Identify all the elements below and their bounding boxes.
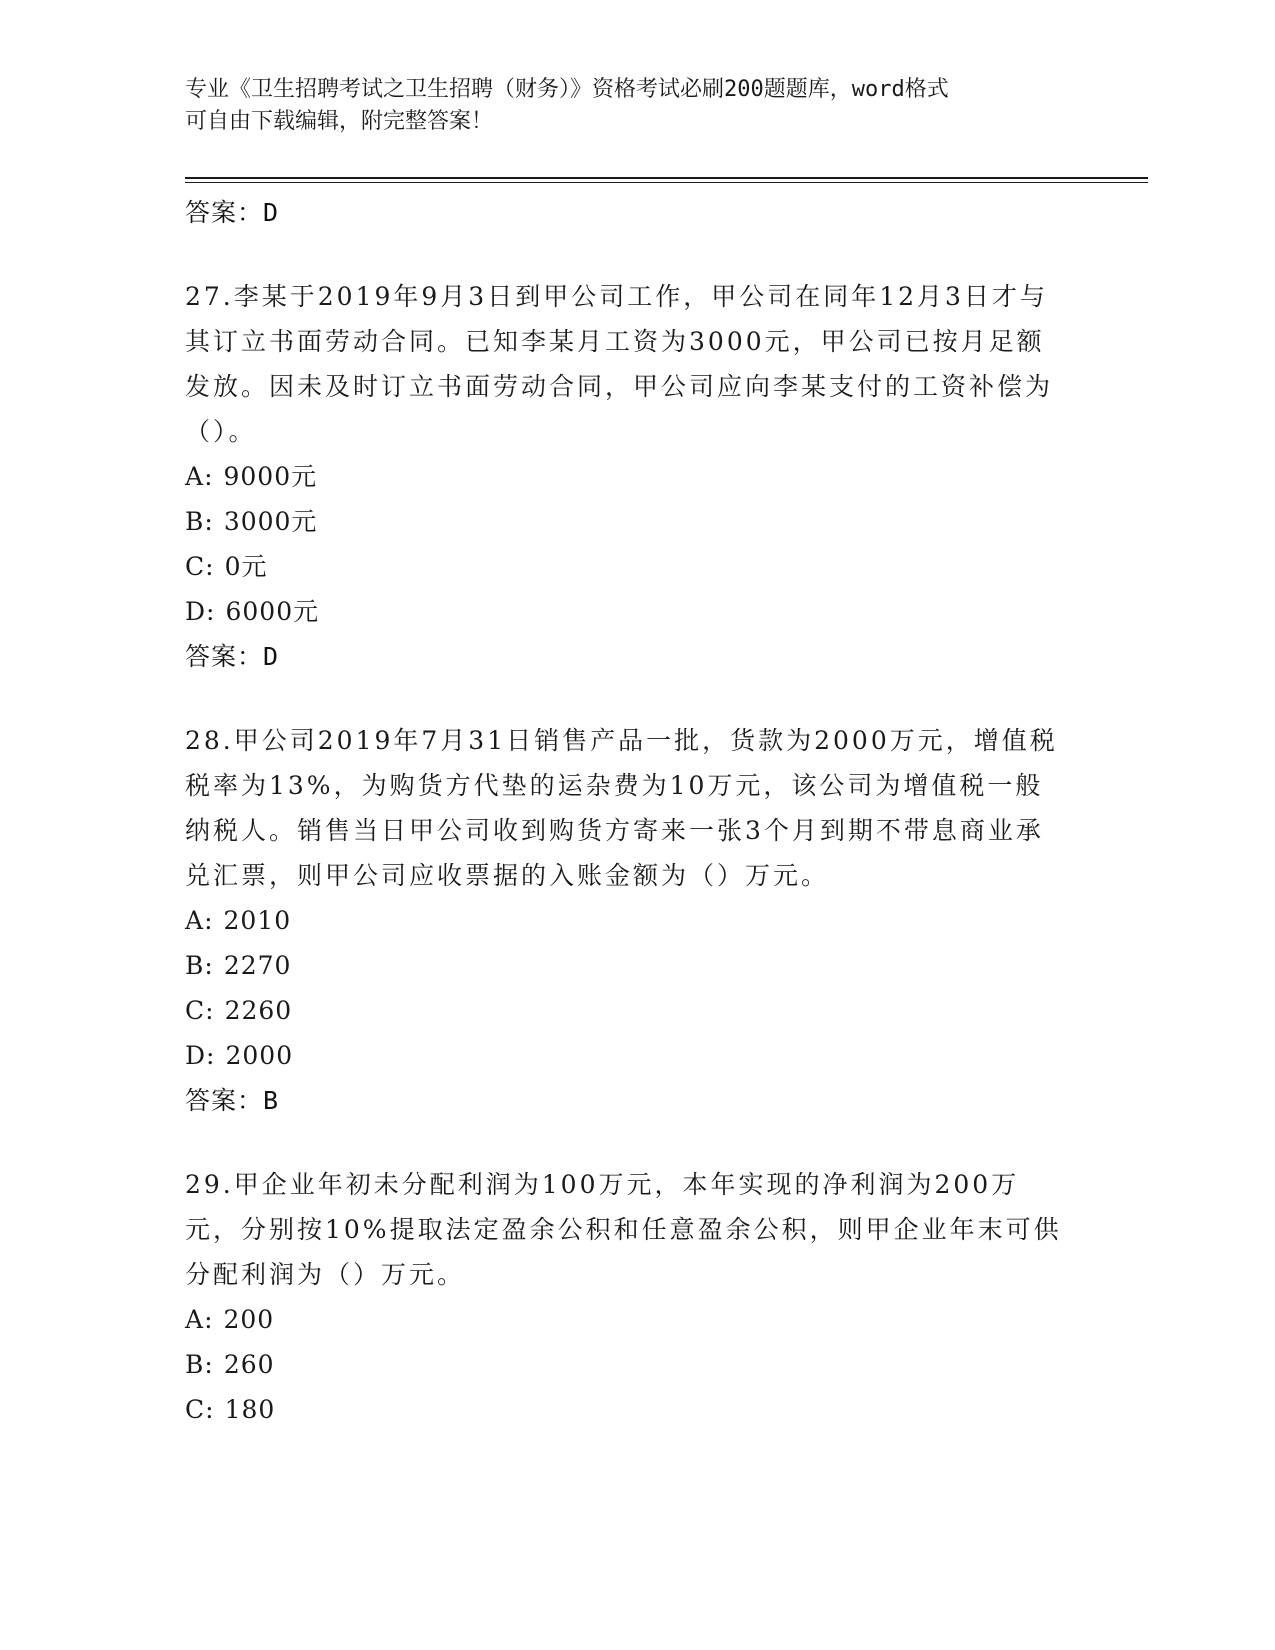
answer-line: 答案：D [185,198,280,227]
option-separator: : [206,1041,216,1070]
page-header [185,74,1085,138]
option-separator: : [204,1350,214,1379]
option-text: 2270 [223,951,292,980]
option-text: 6000元 [225,597,320,626]
option-text: 2010 [223,906,292,935]
option-d [185,1033,1065,1078]
option-text: 260 [223,1350,275,1379]
option-text: 180 [224,1395,276,1424]
option-a [185,898,1065,943]
option-letter: A [185,462,205,491]
answer-block-26 [185,190,1065,236]
option-c [185,988,1065,1033]
option-a [185,454,1065,499]
option-b [185,1342,1065,1387]
option-text: 200 [223,1305,275,1334]
option-letter: D [185,597,207,626]
answer-line: 答案：B [185,1086,280,1115]
option-letter: A [185,906,205,935]
option-separator: : [204,507,214,536]
option-separator: : [204,906,214,935]
question-text: 28.甲公司2019年7月31日销售产品一批，货款为2000万元，增值税税率为13%，为购货方代垫的运杂费为10万元，该公司为增值税一般纳税人。销售当日甲公司收到购货方寄来一张3个月到期不带息商业承兑汇票，则甲公司应收票据的入账金额为（）万元。 [185,726,1058,890]
header-rule-thick [185,177,1148,179]
option-separator: : [205,996,215,1025]
option-b [185,943,1065,988]
option-d [185,589,1065,634]
option-letter: C [185,1395,206,1424]
option-text: 9000元 [223,462,318,491]
option-letter: C [185,552,206,581]
option-separator: : [205,552,215,581]
option-a [185,1297,1065,1342]
question-block-28 [185,718,1065,1124]
option-separator: : [205,1395,215,1424]
question-block-29 [185,1162,1065,1432]
option-text: 3000元 [223,507,318,536]
option-letter: B [185,1350,205,1379]
option-letter: B [185,507,205,536]
option-separator: : [204,462,214,491]
option-b [185,499,1065,544]
option-separator: : [204,1305,214,1334]
option-separator: : [204,951,214,980]
option-text: 0元 [224,552,268,581]
header-line-1: 专业《卫生招聘考试之卫生招聘（财务）》资格考试必刷200题题库，word格式 [185,77,949,102]
question-block-27 [185,274,1065,680]
answer-line: 答案：D [185,642,280,671]
header-line-2: 可自由下载编辑，附完整答案！ [185,109,494,134]
option-text: 2000 [225,1041,294,1070]
option-letter: B [185,951,205,980]
option-c [185,1387,1065,1432]
option-letter: A [185,1305,205,1334]
option-letter: D [185,1041,207,1070]
document-body [185,190,1065,1432]
question-text: 29.甲企业年初未分配利润为100万元，本年实现的净利润为200万元，分别按10%提取法定盈余公积和任意盈余公积，则甲企业年末可供分配利润为（）万元。 [185,1170,1062,1289]
option-c [185,544,1065,589]
option-separator: : [206,597,216,626]
option-letter: C [185,996,206,1025]
question-text: 27.李某于2019年9月3日到甲公司工作，甲公司在同年12月3日才与其订立书面劳动合同。已知李某月工资为3000元，甲公司已按月足额发放。因未及时订立书面劳动合同，甲公司应向李某支付的工资补偿为（）。 [185,282,1054,446]
option-text: 2260 [224,996,293,1025]
header-rule-thin [185,182,1148,183]
